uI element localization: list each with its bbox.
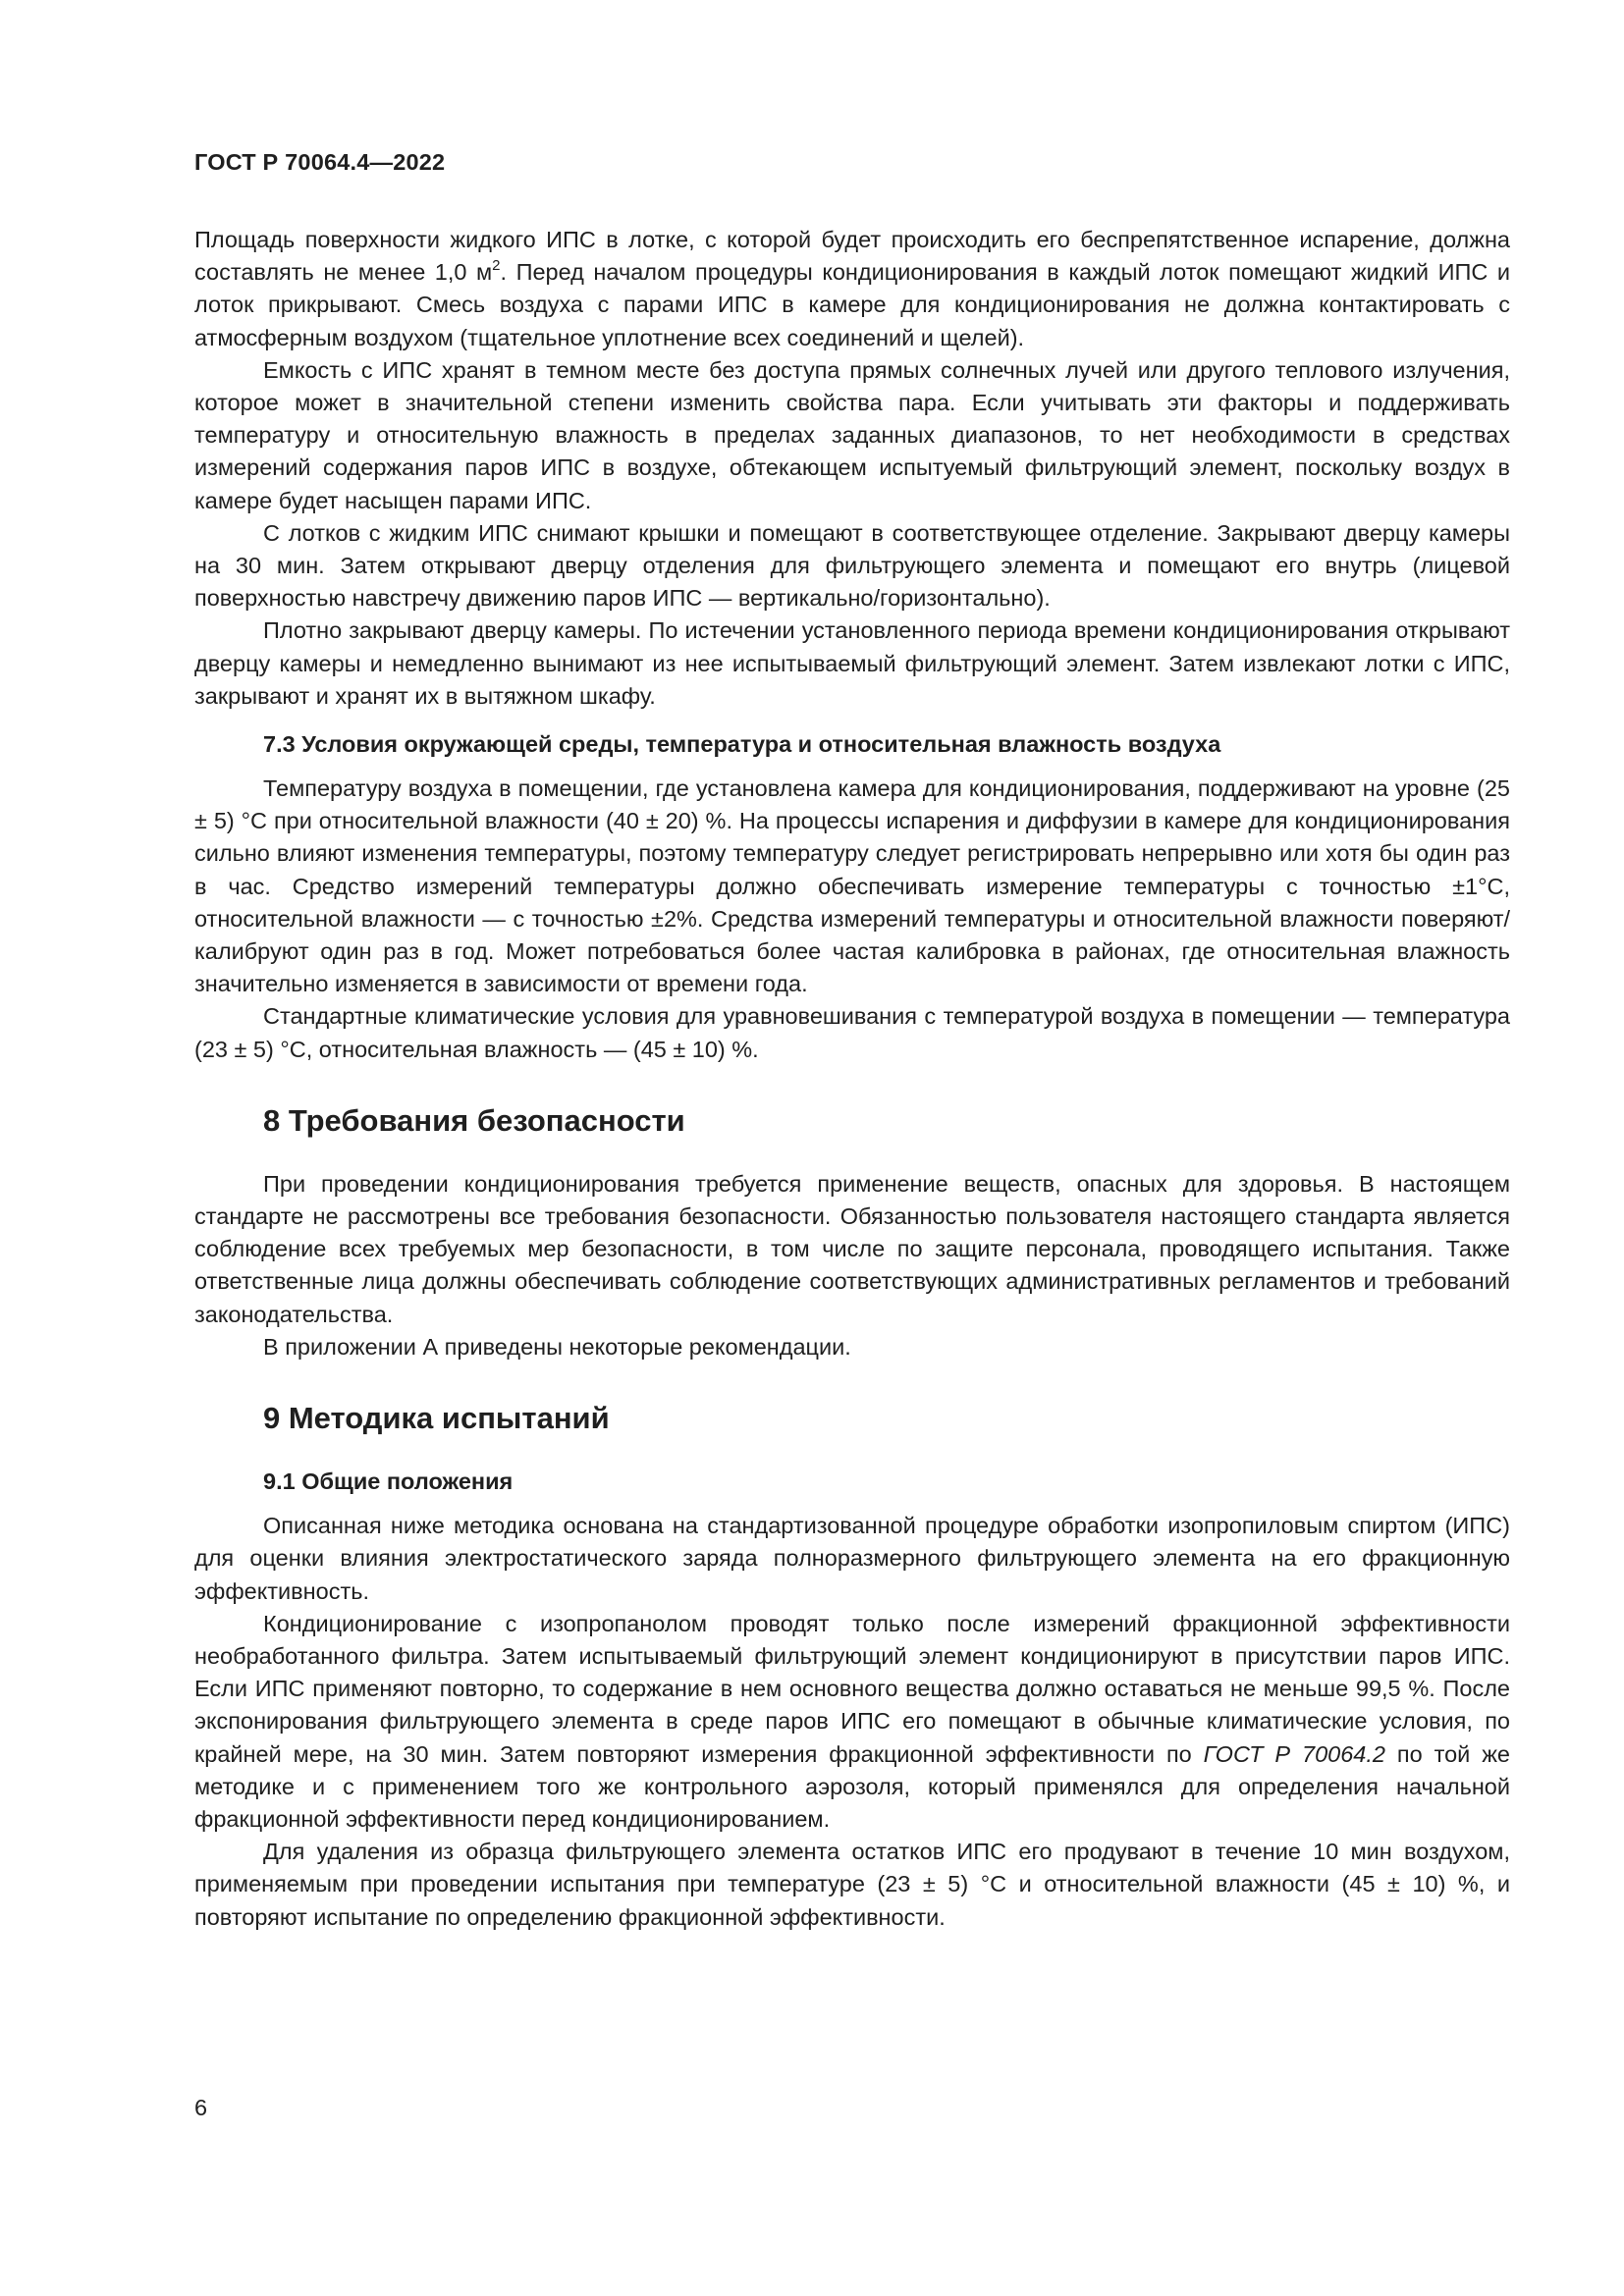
standard-reference: ГОСТ Р 70064.2	[1203, 1740, 1385, 1767]
paragraph: В приложении А приведены некоторые рекомендации.	[263, 1333, 851, 1360]
paragraph: Для удаления из образца фильтрующего элемента остатков ИПС его продувают в течение 10 мин воздухом, применяемым при проведении испытания при температуре (23 ± 5) °С и относительной влажности (45 ± 10) %, и повторяют испытание по определению фракционной эффективности.	[194, 1839, 1510, 1930]
document-header: ГОСТ Р 70064.4—2022	[194, 149, 446, 175]
paragraph: Плотно закрывают дверцу камеры. По истечении установленного периода времени кондиционирования открывают дверцу камеры и немедленно вынимают из нее испытываемый фильтрующий элемент. Затем извлекают лотки с ИПС, закрывают и хранят их в вытяжном шкафу.	[194, 617, 1510, 709]
paragraph: Температуру воздуха в помещении, где установлена камера для кондиционирования, поддерживают на уровне (25 ± 5) °С при относительной влажности (40 ± 20) %. На процессы испарения и диффузии в камере для кондиционирования сильно влияют изменения температуры, поэтому температуру следует регистрировать непрерывно или хотя бы один раз в час. Средство измерений температуры должно обеспечивать измерение температуры с точностью ±1°С, относительной влажности — с точностью ±2%. Средства измерений температуры и относительной влажности поверяют/калибруют один раз в год. Может потребоваться более частая калибровка в районах, где относительная влажность значительно изменяется в зависимости от времени года.	[194, 775, 1510, 997]
section-heading-9-1: 9.1 Общие положения	[263, 1468, 514, 1495]
paragraph-text: Площадь поверхности жидкого ИПС в лотке, с которой будет происходить его беспрепятственное испарение, должна составлять не менее 1,0 м	[194, 227, 1510, 286]
document-body	[194, 224, 1510, 1934]
paragraph: С лотков с жидким ИПС снимают крышки и помещают в соответствующее отделение. Закрывают дверцу камеры на 30 мин. Затем открывают дверцу отделения для фильтрующего элемента и помещают его внутрь (лицевой поверхностью навстречу движению паров ИПС — вертикально/горизонтально).	[194, 519, 1510, 612]
section-heading-8: 8 Требования безопасности	[263, 1102, 685, 1138]
section-heading-9: 9 Методика испытаний	[263, 1401, 610, 1436]
paragraph	[194, 224, 1510, 354]
paragraph	[194, 1608, 1510, 1836]
paragraph: Описанная ниже методика основана на стандартизованной процедуре обработки изопропиловым спиртом (ИПС) для оценки влияния электростатического заряда полноразмерного фильтрующего элемента на его фракционную эффективность.	[194, 1513, 1510, 1604]
section-heading-7-3: 7.3 Условия окружающей среды, температура и относительная влажность воздуха	[263, 731, 1221, 758]
paragraph-text: по той же методике и с применением того же контрольного аэрозоля, который применялся для определения начальной фракционной эффективности перед кондиционированием.	[194, 1740, 1510, 1832]
paragraph: Стандартные климатические условия для уравновешивания с температурой воздуха в помещении — температура (23 ± 5) °С, относительная влажность — (45 ± 10) %.	[194, 1003, 1510, 1062]
paragraph-text: Кондиционирование с изопропанолом проводят только после измерений фракционной эффективности необработанного фильтра. Затем испытываемый фильтрующий элемент кондиционируют в присутствии паров ИПС. Если ИПС применяют повторно, то содержание в нем основного вещества должно оставаться не меньше 99,5 %. После экспонирования фильтрующего элемента в среде паров ИПС его помещают в обычные климатические условия, по крайней мере, на 30 мин. Затем повторяют измерения фракционной эффективности по	[194, 1610, 1510, 1767]
paragraph-text: . Перед началом процедуры кондиционирования в каждый лоток помещают жидкий ИПС и лоток прикрывают. Смесь воздуха с парами ИПС в камере для кондиционирования не должна контактировать с атмосферным воздухом (тщательное уплотнение всех соединений и щелей).	[194, 259, 1510, 350]
paragraph: Емкость с ИПС хранят в темном месте без доступа прямых солнечных лучей или другого теплового излучения, которое может в значительной степени изменить свойства пара. Если учитывать эти факторы и поддерживать температуру и относительную влажность в пределах заданных диапазонов, то нет необходимости в средствах измерений содержания паров ИПС в воздухе, обтекающем испытуемый фильтрующий элемент, поскольку воздух в камере будет насыщен парами ИПС.	[194, 356, 1510, 513]
superscript: 2	[492, 257, 501, 275]
paragraph: При проведении кондиционирования требуется применение веществ, опасных для здоровья. В настоящем стандарте не рассмотрены все требования безопасности. Обязанностью пользователя настоящего стандарта является соблюдение всех требуемых мер безопасности, в том числе по защите персонала, проводящего испытания. Также ответственные лица должны обеспечивать соблюдение соответствующих административных регламентов и требований законодательства.	[194, 1170, 1510, 1327]
page-number: 6	[194, 2095, 208, 2120]
